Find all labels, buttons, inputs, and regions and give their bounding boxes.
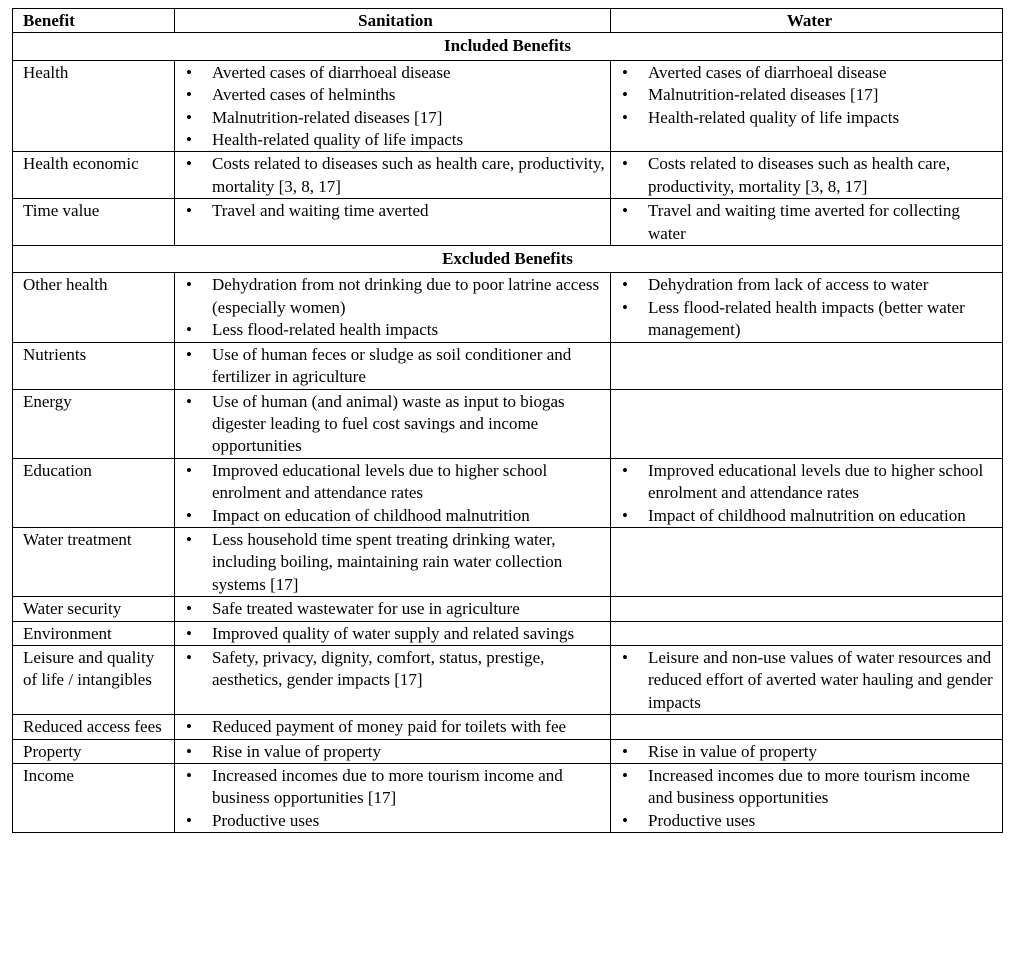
table-row [13,389,1003,458]
sanitation-list [185,62,606,152]
list-item: • Dehydration from not drinking due to poor latrine access (especially women) [185,274,606,319]
sanitation-cell [175,389,611,458]
sanitation-cell [175,199,611,246]
sanitation-list [185,598,606,620]
list-item: • Health-related quality of life impacts [185,129,606,151]
water-cell [611,527,1003,596]
benefit-cell: Other health [13,273,175,342]
sanitation-cell [175,764,611,833]
list-item: • Use of human (and animal) waste as input to biogas digester leading to fuel cost savings and income opportunities [185,391,606,458]
list-item: • Productive uses [185,810,606,832]
benefit-cell: Leisure and quality of life / intangibles [13,645,175,714]
list-item: • Rise in value of property [621,741,998,763]
sanitation-cell [175,152,611,199]
list-item: • Increased incomes due to more tourism income and business opportunities [17] [185,765,606,810]
list-item: • Improved quality of water supply and related savings [185,623,606,645]
sanitation-list [185,623,606,645]
list-item: • Improved educational levels due to higher school enrolment and attendance rates [621,460,998,505]
water-list [621,153,998,198]
water-cell [611,199,1003,246]
water-list [621,460,998,527]
table-body [13,33,1003,833]
sanitation-cell [175,273,611,342]
water-cell [611,764,1003,833]
sanitation-list [185,716,606,738]
sanitation-list [185,391,606,458]
header-benefit: Benefit [13,9,175,33]
sanitation-list [185,765,606,832]
water-cell [611,458,1003,527]
sanitation-list [185,200,606,222]
header-water: Water [611,9,1003,33]
water-list [621,765,998,832]
list-item: • Less flood-related health impacts [185,319,606,341]
header-sanitation: Sanitation [175,9,611,33]
header-row [13,9,1003,33]
sanitation-list [185,274,606,341]
sanitation-list [185,460,606,527]
table-row [13,597,1003,621]
list-item: • Dehydration from lack of access to water [621,274,998,296]
list-item: • Travel and waiting time averted for collecting water [621,200,998,245]
sanitation-cell [175,715,611,739]
benefit-cell: Education [13,458,175,527]
list-item: • Averted cases of helminths [185,84,606,106]
list-item: • Less flood-related health impacts (better water management) [621,297,998,342]
table-row [13,458,1003,527]
list-item: • Averted cases of diarrhoeal disease [621,62,998,84]
list-item: • Malnutrition-related diseases [17] [185,107,606,129]
benefit-cell: Water security [13,597,175,621]
water-cell [611,621,1003,645]
table-row [13,199,1003,246]
section-title: Included Benefits [13,33,1003,60]
water-cell [611,739,1003,763]
water-list [621,274,998,341]
list-item: • Malnutrition-related diseases [17] [621,84,998,106]
sanitation-cell [175,645,611,714]
list-item: • Safe treated wastewater for use in agriculture [185,598,606,620]
list-item: • Improved educational levels due to higher school enrolment and attendance rates [185,460,606,505]
list-item: • Leisure and non-use values of water resources and reduced effort of averted water hauling and gender impacts [621,647,998,714]
benefit-cell: Energy [13,389,175,458]
list-item: • Increased incomes due to more tourism income and business opportunities [621,765,998,810]
list-item: • Travel and waiting time averted [185,200,606,222]
list-item: • Rise in value of property [185,741,606,763]
section-row [13,33,1003,60]
sanitation-cell [175,60,611,152]
table-row [13,764,1003,833]
list-item: • Costs related to diseases such as health care, productivity, mortality [3, 8, 17] [621,153,998,198]
benefits-table-container [12,8,1002,833]
sanitation-cell [175,342,611,389]
benefit-cell: Water treatment [13,527,175,596]
benefit-cell: Time value [13,199,175,246]
water-list [621,647,998,714]
water-list [621,200,998,245]
list-item: • Impact on education of childhood malnutrition [185,505,606,527]
sanitation-cell [175,597,611,621]
benefit-cell: Property [13,739,175,763]
water-cell [611,342,1003,389]
table-row [13,152,1003,199]
list-item: • Impact of childhood malnutrition on education [621,505,998,527]
table-row [13,715,1003,739]
table-row [13,60,1003,152]
sanitation-list [185,344,606,389]
table-row [13,621,1003,645]
sanitation-list [185,647,606,692]
water-cell [611,597,1003,621]
list-item: • Safety, privacy, dignity, comfort, status, prestige, aesthetics, gender impacts [17] [185,647,606,692]
section-title: Excluded Benefits [13,246,1003,273]
benefit-cell: Reduced access fees [13,715,175,739]
benefit-cell: Environment [13,621,175,645]
benefit-cell: Health [13,60,175,152]
table-row [13,527,1003,596]
table-row [13,273,1003,342]
water-list [621,741,998,763]
sanitation-cell [175,458,611,527]
sanitation-list [185,741,606,763]
sanitation-list [185,153,606,198]
list-item: • Use of human feces or sludge as soil conditioner and fertilizer in agriculture [185,344,606,389]
section-row [13,246,1003,273]
list-item: • Productive uses [621,810,998,832]
benefit-cell: Health economic [13,152,175,199]
table-row [13,645,1003,714]
list-item: • Costs related to diseases such as health care, productivity, mortality [3, 8, 17] [185,153,606,198]
water-cell [611,152,1003,199]
table-row [13,342,1003,389]
benefits-table [12,8,1003,833]
sanitation-cell [175,527,611,596]
sanitation-cell [175,621,611,645]
table-row [13,739,1003,763]
list-item: • Averted cases of diarrhoeal disease [185,62,606,84]
list-item: • Reduced payment of money paid for toilets with fee [185,716,606,738]
water-cell [611,60,1003,152]
sanitation-list [185,529,606,596]
benefit-cell: Income [13,764,175,833]
list-item: • Less household time spent treating drinking water, including boiling, maintaining rain water collection systems [17] [185,529,606,596]
water-list [621,62,998,129]
water-cell [611,389,1003,458]
water-cell [611,645,1003,714]
sanitation-cell [175,739,611,763]
list-item: • Health-related quality of life impacts [621,107,998,129]
benefit-cell: Nutrients [13,342,175,389]
water-cell [611,273,1003,342]
water-cell [611,715,1003,739]
